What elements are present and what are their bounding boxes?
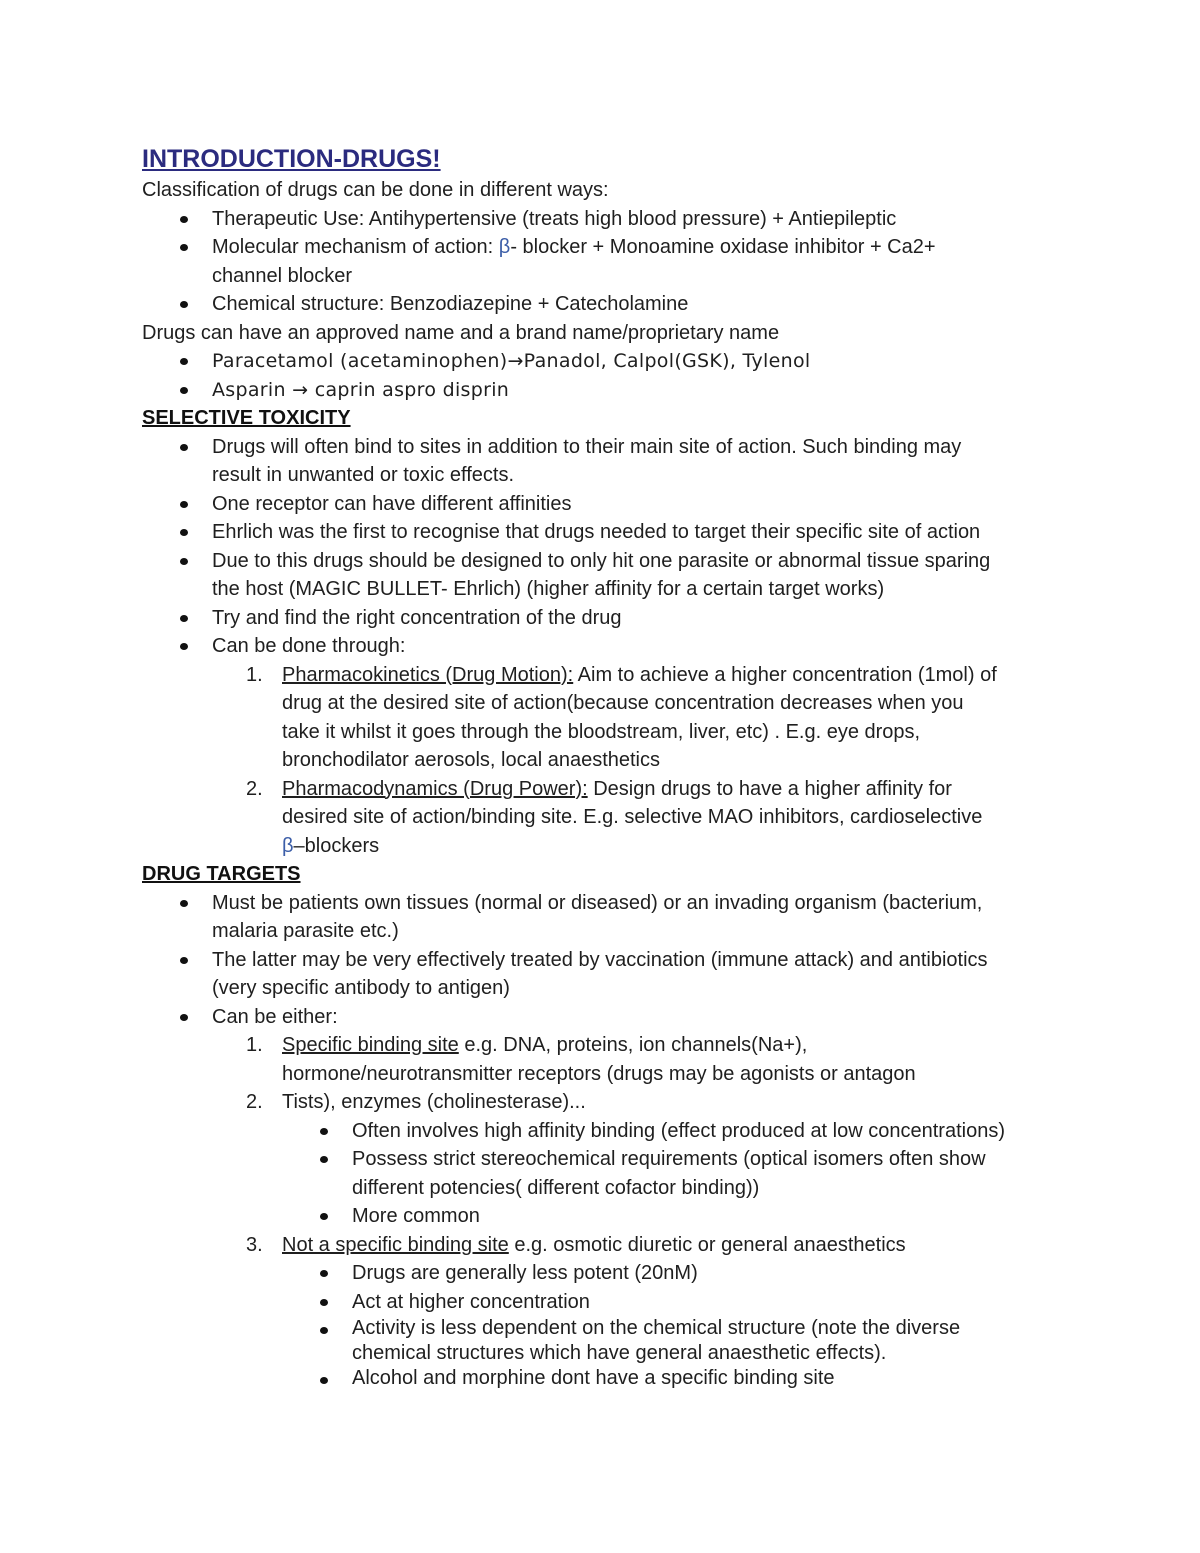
bullet-icon (180, 529, 188, 536)
list-item: Possess strict stereochemical requirements (optical isomers often show different potencies( different cofactor binding)) (352, 1145, 1072, 1202)
methods-list (212, 661, 1072, 861)
drug-targets-list (142, 889, 1072, 1392)
list-item: Molecular mechanism of action: β- blocker + Monoamine oxidase inhibitor + Ca2+ channel blocker (212, 233, 1072, 290)
targets-numbered-list (212, 1031, 1072, 1391)
bullet-icon (180, 558, 188, 565)
section-heading-selective-toxicity: SELECTIVE TOXICITY (142, 407, 351, 429)
bullet-icon (180, 301, 188, 308)
beta-symbol: β (498, 236, 511, 258)
numbered-item: 1. Pharmacokinetics (Drug Motion): Aim to achieve a higher concentration (1mol) of drug at the desired site of action(because concentration decreases when you take it whilst it goes through the bloodstream, liver, etc) . E.g. eye drops, bronchodilator aerosols, local anaesthetics (246, 663, 997, 771)
list-item: Chemical structure: Benzodiazepine + Catecholamine (212, 290, 1072, 319)
list-item: Activity is less dependent on the chemical structure (note the diverse chemical structures which have general anaesthetic effects). (352, 1316, 1072, 1366)
names-intro: Drugs can have an approved name and a brand name/proprietary name (142, 321, 780, 344)
specific-binding-term: Specific binding site (282, 1034, 459, 1056)
bullet-icon (180, 358, 188, 365)
non-specific-binding-term: Not a specific binding site (282, 1233, 509, 1256)
list-item: The latter may be very effectively treated by vaccination (immune attack) and antibiotics (very specific antibody to antigen) (212, 946, 1072, 1003)
bullet-icon (320, 1156, 328, 1163)
bullet-icon (320, 1377, 328, 1384)
pharmacodynamics-term: Pharmacodynamics (Drug Power): (282, 777, 588, 800)
bullet-icon (180, 643, 188, 650)
bullet-icon (320, 1299, 328, 1306)
bullet-icon (320, 1213, 328, 1220)
bullet-icon (180, 501, 188, 508)
bullet-icon (180, 900, 188, 907)
numbered-item: 3. Not a specific binding site e.g. osmotic diuretic or general anaesthetics Drugs are generally less potent (20nM) Act at higher concentration Activity is less dependent on the chemical structure (note the diverse chemical structures which have general anaesthetic effects). Alcohol and morphine dont have a specific binding site (282, 1231, 1072, 1392)
list-item: Must be patients own tissues (normal or diseased) or an invading organism (bacterium, malaria parasite etc.) (212, 889, 1072, 946)
list-item: Ehrlich was the first to recognise that drugs needed to target their specific site of action (212, 518, 1072, 547)
list-item: Often involves high affinity binding (effect produced at low concentrations) (352, 1117, 1072, 1146)
selective-toxicity-list (142, 433, 1072, 861)
list-item: Drugs are generally less potent (20nM) (352, 1259, 1072, 1288)
list-item: Due to this drugs should be designed to only hit one parasite or abnormal tissue sparing the host (MAGIC BULLET- Ehrlich) (higher affinity for a certain target works) (212, 547, 1072, 604)
bullet-icon (180, 216, 188, 223)
list-item: Try and find the right concentration of the drug (212, 604, 1072, 633)
classification-list (142, 205, 1072, 319)
numbered-item: 2. Pharmacodynamics (Drug Power): Design drugs to have a higher affinity for desired site of action/binding site. E.g. selective MAO inhibitors, cardioselective β–blockers (246, 777, 983, 857)
list-item: One receptor can have different affinities (212, 490, 1072, 519)
list-item: Act at higher concentration (352, 1288, 1072, 1317)
bullet-icon (180, 1014, 188, 1021)
bullet-icon (180, 615, 188, 622)
list-item: Therapeutic Use: Antihypertensive (treats high blood pressure) + Antiepileptic (212, 205, 1072, 234)
bullet-icon (180, 444, 188, 451)
pharmacokinetics-term: Pharmacokinetics (Drug Motion): (282, 663, 574, 686)
list-item: Can be either: 1. Specific binding site e.g. DNA, proteins, ion channels(Na+), hormone/neurotransmitter receptors (drugs may be agonists or antagon 2. Tists), enzymes (cholinesterase)... Often involves high affinity binding (effect produced at low concentrations) Possess strict stereochemical requirements (optical isomers often show different potencies( different cofactor binding)) More common 3. Not a specific binding site e.g. osmotic diuretic or general anaesthetics Drugs are generally less potent (20nM) Act at higher concentration Activity is less dependent on the chemical structure (note the diverse chemical structures which have general anaesthetic effects). Alcohol and morphine dont have a specific binding site (212, 1003, 1072, 1392)
list-item: Asparin → caprin aspro disprin (212, 376, 1072, 405)
bullet-icon (320, 1270, 328, 1277)
non-specific-sublist (282, 1259, 1072, 1391)
section-heading-drug-targets: DRUG TARGETS (142, 863, 301, 885)
names-list (142, 347, 1072, 404)
list-item: More common (352, 1202, 1072, 1231)
bullet-icon (180, 244, 188, 251)
bullet-icon (180, 957, 188, 964)
bullet-icon (180, 387, 188, 394)
numbered-item: 1. Specific binding site e.g. DNA, proteins, ion channels(Na+), hormone/neurotransmitter receptors (drugs may be agonists or antagon (246, 1034, 916, 1085)
list-item: Can be done through: 1. Pharmacokinetics (Drug Motion): Aim to achieve a higher concentration (1mol) of drug at the desired site of action(because concentration decreases when you take it whilst it goes through the bloodstream, liver, etc) . E.g. eye drops, bronchodilator aerosols, local anaesthetics 2. Pharmacodynamics (Drug Power): Design drugs to have a higher affinity for desired site of action/binding site. E.g. selective MAO inhibitors, cardioselective β–blockers (212, 632, 1072, 860)
document-title: INTRODUCTION-DRUGS! (142, 145, 441, 173)
bullet-icon (320, 1128, 328, 1135)
classification-intro: Classification of drugs can be done in different ways: (142, 179, 609, 201)
beta-symbol: β (282, 834, 294, 857)
list-item: Alcohol and morphine dont have a specific binding site (352, 1366, 1072, 1391)
bullet-icon (320, 1327, 328, 1334)
specific-binding-sublist (282, 1117, 1072, 1231)
document-page (142, 142, 1072, 1391)
numbered-item: 2. Tists), enzymes (cholinesterase)... Often involves high affinity binding (effect produced at low concentrations) Possess strict stereochemical requirements (optical isomers often show different potencies( different cofactor binding)) More common (282, 1088, 1072, 1231)
list-item: Paracetamol (acetaminophen)→Panadol, Calpol(GSK), Tylenol (212, 347, 1072, 376)
list-item: Drugs will often bind to sites in addition to their main site of action. Such binding may result in unwanted or toxic effects. (212, 433, 1072, 490)
